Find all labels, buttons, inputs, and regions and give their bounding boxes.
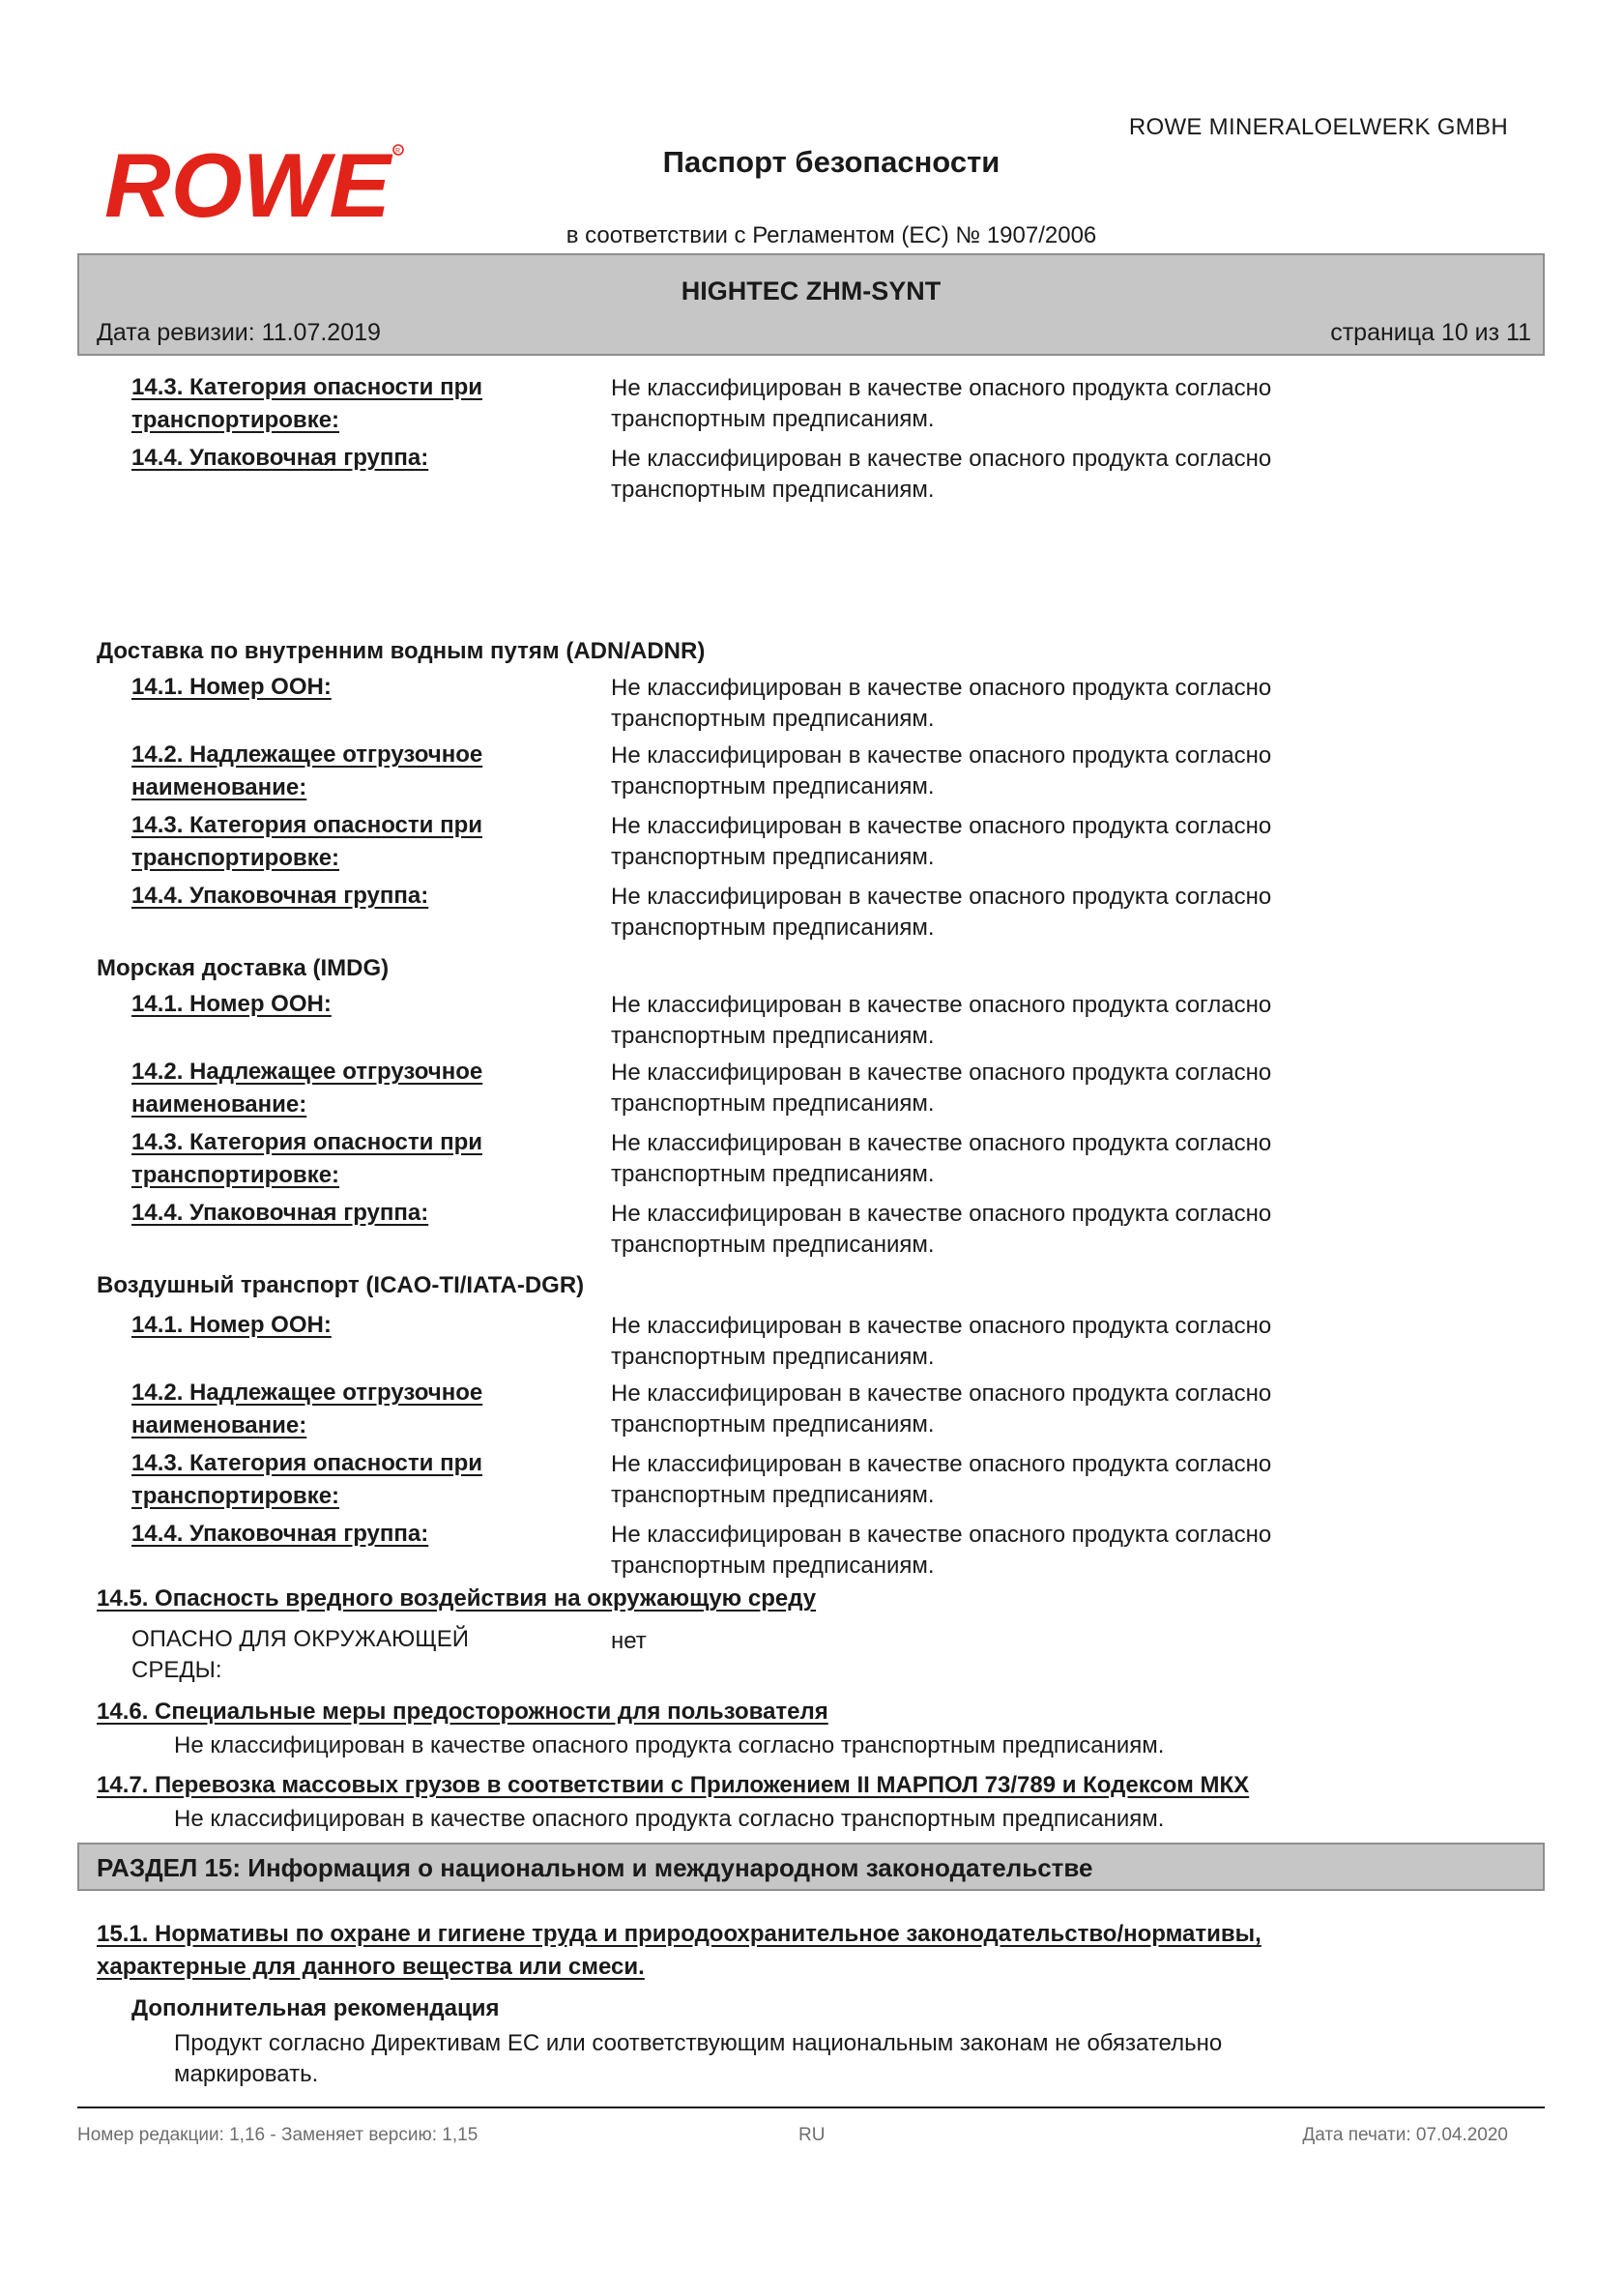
subsection-text: Не классифицирован в качестве опасного продукта согласно транспортным предписаниям.	[174, 1732, 1165, 1758]
row-value: Не классифицирован в качестве опасного продукта согласно транспортным предписаниям.	[611, 675, 1272, 732]
env-hazard-label: ОПАСНО ДЛЯ ОКРУЖАЮЩЕЙ СРЕДЫ:	[131, 1626, 469, 1683]
subsection-text: Не классифицирован в качестве опасного продукта согласно транспортным предписаниям.	[174, 1806, 1165, 1832]
row-label: 14.3. Категория опасности при транспортировке:	[131, 1450, 482, 1509]
row-value: Не классифицирован в качестве опасного продукта согласно транспортным предписаниям.	[611, 742, 1272, 799]
regulation-reference: в соответствии с Регламентом (EC) № 1907/2006	[566, 222, 1097, 248]
transport-mode-title: Морская доставка (IMDG)	[97, 955, 390, 981]
row-label: 14.2. Надлежащее отгрузочное наименование:	[131, 741, 483, 800]
row-value: Не классифицирован в качестве опасного продукта согласно транспортным предписаниям.	[611, 1522, 1272, 1579]
row-label: 14.1. Номер ООН:	[131, 1312, 332, 1338]
svg-text:R: R	[395, 148, 401, 155]
row-value: Не классифицирован в качестве опасного продукта согласно транспортным предписаниям.	[611, 446, 1272, 503]
row-label: 14.1. Номер ООН:	[131, 991, 332, 1017]
recommendation-title: Дополнительная рекомендация	[131, 1995, 500, 2021]
row-label: 14.4. Упаковочная группа:	[131, 883, 429, 909]
row-value: Не классифицирован в качестве опасного продукта согласно транспортным предписаниям.	[611, 992, 1272, 1049]
company-name: ROWE MINERALOELWERK GMBH	[1128, 114, 1508, 140]
transport-mode-title: Доставка по внутренним водным путям (ADN/ADNR)	[97, 638, 706, 664]
row-label: 14.2. Надлежащее отгрузочное наименование:	[131, 1380, 483, 1438]
row-label: 14.1. Номер ООН:	[131, 674, 332, 700]
row-label: 14.4. Упаковочная группа:	[131, 1200, 429, 1226]
row-value: Не классифицирован в качестве опасного продукта согласно транспортным предписаниям.	[611, 1130, 1272, 1187]
row-label: 14.4. Упаковочная группа:	[131, 445, 429, 471]
row-value: Не классифицирован в качестве опасного продукта согласно транспортным предписаниям.	[611, 813, 1272, 870]
edition-info: Номер редакции: 1,16 - Заменяет версию: 1,15	[77, 2125, 478, 2145]
transport-mode-title: Воздушный транспорт (ICAO-TI/IATA-DGR)	[97, 1272, 585, 1298]
subsection-title: 14.5. Опасность вредного воздействия на окружающую среду	[97, 1585, 817, 1612]
row-label: 14.3. Категория опасности при транспортировке:	[131, 812, 482, 871]
row-value: Не классифицирован в качестве опасного продукта согласно транспортным предписаниям.	[611, 884, 1272, 941]
logo-text: ROWE	[104, 137, 394, 234]
recommendation-text: Продукт согласно Директивам ЕС или соответствующим национальным законам не обязательно маркировать.	[174, 2030, 1223, 2087]
document-title: Паспорт безопасности	[662, 145, 1000, 179]
product-name: HIGHTEC ZHM-SYNT	[681, 276, 942, 305]
print-date: Дата печати: 07.04.2020	[1302, 2125, 1508, 2145]
row-value: Не классифицирован в качестве опасного продукта согласно транспортным предписаниям.	[611, 375, 1272, 432]
row-value: Не классифицирован в качестве опасного продукта согласно транспортным предписаниям.	[611, 1380, 1272, 1438]
row-label: 14.3. Категория опасности при транспортировке:	[131, 1129, 482, 1188]
row-value: Не классифицирован в качестве опасного продукта согласно транспортным предписаниям.	[611, 1313, 1272, 1370]
env-hazard-value: нет	[611, 1628, 647, 1654]
product-header-bar	[77, 253, 1545, 356]
row-value: Не классифицирован в качестве опасного продукта согласно транспортным предписаниям.	[611, 1451, 1272, 1508]
language-code: RU	[798, 2125, 826, 2145]
subsection-title: 14.6. Специальные меры предосторожности для пользователя	[97, 1699, 828, 1725]
row-label: 14.3. Категория опасности при транспортировке:	[131, 374, 482, 433]
row-value: Не классифицирован в качестве опасного продукта согласно транспортным предписаниям.	[611, 1060, 1272, 1117]
subsection-title: 15.1. Нормативы по охране и гигиене труда и природоохранительное законодательство/нормативы, характерные для данного вещества или смеси.	[97, 1921, 1262, 1980]
section-15-header: РАЗДЕЛ 15: Информация о национальном и международном законодательстве	[77, 1843, 1545, 1891]
page-number: страница 10 из 11	[1330, 319, 1531, 346]
footer-divider	[77, 2106, 1545, 2108]
row-value: Не классифицирован в качестве опасного продукта согласно транспортным предписаниям.	[611, 1201, 1272, 1258]
subsection-title: 14.7. Перевозка массовых грузов в соответствии с Приложением II МАРПОЛ 73/789 и Кодексом МКХ	[97, 1772, 1250, 1798]
row-label: 14.2. Надлежащее отгрузочное наименование:	[131, 1059, 483, 1118]
row-label: 14.4. Упаковочная группа:	[131, 1521, 429, 1547]
revision-date: Дата ревизии: 11.07.2019	[97, 319, 381, 346]
